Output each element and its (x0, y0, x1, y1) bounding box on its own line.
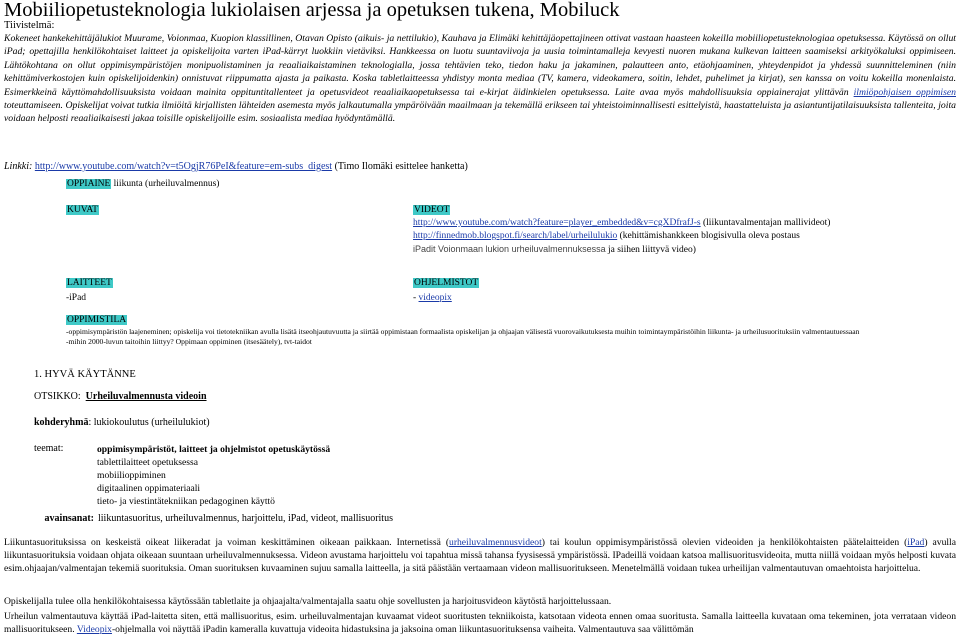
devices-block (66, 277, 113, 305)
video-sans-text: iPadit Voionmaan lukion urheiluvalmennuksessa (413, 244, 606, 254)
subject-row (66, 178, 219, 191)
body1-part-b: ) tai koulun oppimisympäristössä olevien videoiden ja henkilökohtaisten päätelaitteiden ( (541, 537, 908, 548)
environment-block (66, 314, 954, 347)
topic-item: tablettilaitteet opetuksessa (97, 457, 198, 468)
practice-title-row (34, 391, 207, 402)
video-link-youtube[interactable]: http://www.youtube.com/watch?feature=player_embedded&v=cgXDfrafJ-s (413, 218, 701, 228)
software-block (413, 277, 479, 305)
body-paragraph-2: Opiskelijalla tulee olla henkilökohtaisessa käytössään tabletlaite ja ohjaajalta/valmentajalla saatu ohje sovellusten ja harjoitusvideon käytöstä harjoittelussaan. (4, 596, 612, 607)
videopix-link[interactable]: videopix (418, 293, 452, 303)
software-label: OHJELMISTOT (414, 278, 479, 288)
body1-part-a: Liikuntasuorituksissa on keskeistä oikeat liikeradat ja voiman keskittäminen oikeaan paikkaan. Internetissä ( (4, 537, 450, 548)
page-title: Mobiiliopetusteknologia lukiolaisen arjessa ja opetuksen tukena, Mobiluck (4, 0, 620, 21)
links-note: (Timo Ilomäki esittelee hanketta) (334, 161, 468, 172)
topic-item: oppimisympäristöt, laitteet ja ohjelmistot opetuskäytössä (97, 444, 331, 455)
topic-item: tieto- ja viestintätekniikan pedagoginen käyttö (97, 496, 275, 507)
topic-item: mobiilioppiminen (97, 470, 166, 481)
practice-group-value: : lukiokoulutus (urheilulukiot) (88, 417, 210, 428)
ipad-link[interactable]: iPad (907, 537, 925, 548)
practice-title-value: Urheiluvalmennusta videoin (85, 391, 207, 402)
practice-keywords-row (34, 513, 393, 524)
subject-value: liikunta (urheiluvalmennus) (113, 179, 220, 189)
video-note-1: (liikuntavalmentajan mallivideot) (703, 218, 831, 228)
practice-group-row (34, 417, 210, 428)
links-line (4, 161, 468, 172)
videos-label: VIDEOT (414, 205, 450, 215)
phenomenon-learning-link[interactable]: ilmiöpohjaisen oppimisen (853, 86, 956, 98)
devices-value: -iPad (66, 293, 87, 303)
links-label: Linkki: (4, 161, 33, 172)
practice-topics-list (97, 443, 330, 508)
videos-block (413, 204, 953, 257)
environment-line-2: -mihin 2000-luvun taitoihin liittyy? Oppimaan oppiminen (itsesäätely), tvt-taidot (66, 337, 312, 346)
practice-group-label: kohderyhmä (34, 417, 89, 428)
youtube-link[interactable]: http://www.youtube.com/watch?v=t5OgjR76PeI&feature=em-subs_digest (34, 161, 333, 172)
practice-title-label: OTSIKKO: (34, 391, 81, 402)
devices-label: LAITTEET (67, 278, 112, 288)
topic-item: digitaalinen oppimateriaali (97, 483, 201, 494)
software-dash: - (413, 293, 419, 303)
body1-part-c: ) avulla liikuntasuorituksia voidaan ohjata oikeaan suuntaan urheiluvalmennuksessa. Videon avustama harjoittelu voi tapahtua missä tahansa fyysisessä ympäristössä. IPadeillä voidaan katsoa mallisuoritusvideoita, mutta niillä voidaan myös helposti kuvata esim.ohjaajan/valmentajan tekemiä suorituksia. Oman suorituksen kuvaaminen sujuu samalla laitteella, ja sitä päästään vertaamaan videon mallisuoritukseen. Menetelmällä voidaan tukea urheilijan valmentautuvan omaehtoista harjoittelua. (4, 537, 956, 574)
body3-part-a: Urheilun valmentautuva käyttää iPad-laitetta siten, että mallisuoritus, esim. urheiluvalmentajan kuvaamat videot suoritusten tekniikoista, katsotaan videota ennen omaa suoritusta. Samalla laitteella kuvataan oma tekeminen, jota verrataan videon mallisuoritukseen. (4, 611, 956, 635)
abstract-body: Kokeneet hankekehittäjälukiot Muurame, Voionmaa, Kuopion klassillinen, Otavan Opisto (aikuis- ja nettilukio), Kauhava ja Elimäki kehittäjäopettajineen ottivat vastaan haasteen kokeilla mobiiliopetusteknologiaa opetuksessa. Käytössä on ollut iPad; opettajilla henkilökohtaiset laitteet ja opiskelijoita varten iPad-kärryt luokkiin vietäviksi. Hankkeessa on luotu suuntaviivoja ja uusia toimintamalleja kevyesti nuoren mukana kulkevan laitteen saamiseksi arkityökaluksi oppimiseen. Lähtökohtana on ollut oppimisympäristöjen monipuolistaminen ja reaaliaikaistaminen teknologialla, jossa tehtävien teko, tiedon haku ja jakaminen, palautteen anto, etäohjaaminen, yhteydenpidot ja yhdessä suunnitteleminen (niin kehittämiverkostojen kuin opiskelijoidenkin) onnistuvat riippumatta ajasta ja paikasta. Koska tablet​laitteessa yhdistyy monta mediaa (TV, kamera, videokamera, soitin, lehdet, puhelimet ja kirjat), sen kanssa on voitu kokeilla monenlaista. Esimerkkeinä käyttömahdollisuuksista voidaan mainita oppituntitallenteet ja opetusvideot reaaliaikaopetuksessa tai e-kirjat äidinkielen opetuksessa. Laite avaa myös mahdollisuuksia oppiainerajat ylittävän (4, 33, 956, 98)
practice-heading: 1. HYVÄ KÄYTÄNNE (34, 369, 136, 380)
body-paragraph-3 (4, 611, 956, 637)
practice-keywords-value: liikuntasuoritus, urheiluvalmennus, harjoittelu, iPad, videot, mallisuoritus (98, 513, 393, 524)
practice-topics-label: teemat: (34, 443, 64, 454)
video-note-2: (kehittämishankkeen blogisivulla oleva postaus (619, 231, 800, 241)
practice-keywords-label: avainsanat: (44, 513, 94, 524)
body-paragraph-1 (4, 537, 956, 575)
abstract-tail: toteuttamiseen. Opiskelijat voivat tutkia ilmiöitä kirjallisten lähteiden asemesta myös jalkautumalla ympäröivään maailmaan ja tekemällä erikseen tai yhteistoiminnallisesti esittelyistä, haastatteluista ja asiantuntijatilaisuuksista tallenteita, joita voidaan helposti reaaliaikaisesti jakaa toisille opiskelijoille esim. sosiaalista mediaa hyödyntämällä. (4, 100, 956, 125)
video-note-3: ja siihen liittyvä video) (608, 245, 696, 255)
abstract-label: Tiivistelmä: (4, 20, 55, 31)
videopix-body-link[interactable]: Videopix (76, 623, 112, 635)
body3-part-b: -ohjelmalla voi näyttää iPadin kameralla kuvattuja videoita hidastuksina ja jaksoina oman liikuntasuorituksensa vaiheita. Valmentautuva saa välittömän (111, 623, 694, 635)
coaching-videos-link[interactable]: urheiluvalmennusvideot (449, 537, 542, 548)
pictures-label: KUVAT (67, 205, 98, 215)
pictures-row (66, 204, 99, 217)
video-link-blog[interactable]: http://finnedmob.blogspot.fi/search/label/urheilulukio (413, 231, 618, 241)
environment-line-1: -oppimisympäristön laajeneminen; opiskelija voi tietotekniikan avulla lisätä itseohjautuvuutta ja siirtää oppimistaan formaalista opiskelijan ja ohjaajan välisestä vuorovaikutuksesta muihin toimintaympäristöihin liikunta- ja urheilusuorituksiin valmentautuessaan (66, 327, 860, 336)
abstract-text (4, 32, 956, 126)
subject-label: OPPIAINE (67, 179, 111, 189)
environment-label: OPPIMISTILA (67, 315, 127, 325)
